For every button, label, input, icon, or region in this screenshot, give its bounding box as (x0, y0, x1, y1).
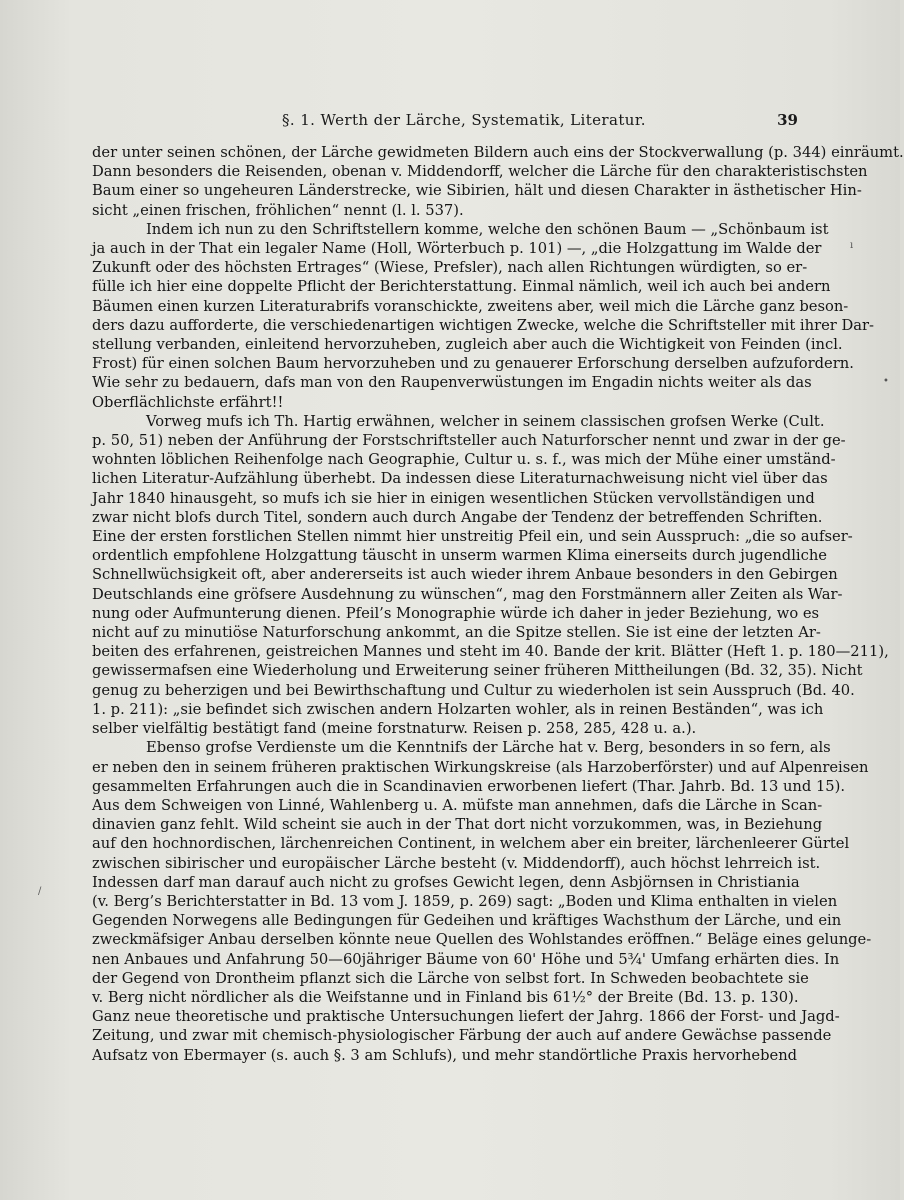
page-number: 39 (777, 111, 798, 129)
text-line: Dann besonders die Reisenden, obenan v. Middendorff, welcher die Lärche für den charakteristischsten (92, 163, 868, 181)
text-line: dinavien ganz fehlt. Wild scheint sie auch in der That dort nicht vorzukommen, was, in Beziehung (92, 816, 823, 834)
text-line: genug zu beherzigen und bei Bewirthschaftung und Cultur zu wiederholen ist sein Ausspruch (Bd. 40. (92, 681, 855, 699)
text-line: Baum einer so ungeheuren Länderstrecke, wie Sibirien, hält und diesen Charakter in ästhetischer Hin- (92, 182, 862, 200)
text-line: Aufsatz von Ebermayer (s. auch §. 3 am Schlufs), und mehr standörtliche Praxis hervorhebend (92, 1046, 798, 1064)
text-line: Aus dem Schweigen von Linné, Wahlenberg u. A. müfste man annehmen, dafs die Lärche in Scan- (92, 796, 823, 814)
margin-mark: • (883, 376, 889, 387)
running-header (92, 111, 798, 133)
text-line: Schnellwüchsigkeit oft, aber andererseits ist auch wieder ihrem Anbaue besonders in den Gebirgen (92, 566, 838, 584)
text-line: zwischen sibirischer und europäischer Lärche besteht (v. Middendorff), auch höchst lehrreich ist. (92, 854, 821, 872)
text-line: auf den hochnordischen, lärchenreichen Continent, in welchem aber ein breiter, lärchenleerer Gürtel (92, 835, 850, 853)
text-line: Jahr 1840 hinausgeht, so mufs ich sie hier in einigen wesentlichen Stücken vervollständigen und (92, 489, 815, 507)
text-line: zwar nicht blofs durch Titel, sondern auch durch Angabe der Tendenz der betreffenden Schriften. (92, 508, 823, 526)
text-line: Frost) für einen solchen Baum hervorzuheben und zu genauerer Erforschung derselben aufzufordern. (92, 355, 854, 373)
text-line: Gegenden Norwegens alle Bedingungen für Gedeihen und kräftiges Wachsthum der Lärche, und ein (92, 912, 842, 930)
section-title: §. 1. Werth der Lärche, Systematik, Literatur. (282, 111, 646, 129)
text-line: 1. p. 211): „sie befindet sich zwischen andern Holzarten wohler, als in reinen Beständen“, was ich (92, 700, 824, 718)
text-line: Oberflächlichste erfährt!! (92, 393, 284, 411)
text-line: Eine der ersten forstlichen Stellen nimmt hier unstreitig Pfeil ein, und sein Ausspruch: „die so aufser- (92, 528, 853, 546)
text-line: Zukunft oder des höchsten Ertrages“ (Wiese, Prefsler), nach allen Richtungen würdigten, so er- (92, 259, 808, 277)
text-line: er neben den in seinem früheren praktischen Wirkungskreise (als Harzoberförster) und auf Alpenreisen (92, 758, 869, 776)
text-line: beiten des erfahrenen, geistreichen Mannes und steht im 40. Bande der krit. Blätter (Heft 1. p. 180—211), (92, 643, 889, 661)
text-line: Deutschlands eine gröfsere Ausdehnung zu wünschen“, mag den Forstmännern aller Zeiten als War- (92, 585, 843, 603)
text-line: sicht „einen frischen, fröhlichen“ nennt (l. l. 537). (92, 201, 464, 219)
text-line: Vorweg mufs ich Th. Hartig erwähnen, welcher in seinem classischen grofsen Werke (Cult. (146, 412, 825, 430)
text-line: Indem ich nun zu den Schriftstellern komme, welche den schönen Baum — „Schönbaum ist (146, 220, 829, 238)
text-line: selber vielfältig bestätigt fand (meine forstnaturw. Reisen p. 258, 285, 428 u. a.). (92, 720, 697, 738)
text-line: Ganz neue theoretische und praktische Untersuchungen liefert der Jahrg. 1866 der Forst- und Jagd- (92, 1008, 840, 1026)
text-line: lichen Literatur-Aufzählung überhebt. Da indessen diese Literaturnachweisung nicht viel über das (92, 470, 828, 488)
text-line: zweckmäfsiger Anbau derselben könnte neue Quellen des Wohlstandes eröffnen.“ Beläge eines gelunge- (92, 931, 872, 949)
text-line: gewissermafsen eine Wiederholung und Erweiterung seiner früheren Mittheilungen (Bd. 32, 35). Nicht (92, 662, 863, 680)
text-line: nung oder Aufmunterung dienen. Pfeil’s Monographie würde ich daher in jeder Beziehung, wo es (92, 604, 820, 622)
text-line: ders dazu aufforderte, die verschiedenartigen wichtigen Zwecke, welche die Schriftsteller mit ihrer Dar- (92, 316, 874, 334)
text-line: v. Berg nicht nördlicher als die Weifstanne und in Finland bis 61½° der Breite (Bd. 13. p. 130). (92, 988, 799, 1006)
text-line: Bäumen einen kurzen Literaturabrifs voranschickte, zweitens aber, weil mich die Lärche ganz beson- (92, 297, 849, 315)
text-line: Zeitung, und zwar mit chemisch-physiologischer Färbung der auch auf andere Gewächse passende (92, 1027, 832, 1045)
text-line: der unter seinen schönen, der Lärche gewidmeten Bildern auch eins der Stockverwallung (p. 344) einräumt. (92, 144, 904, 161)
text-line: ordentlich empfohlene Holzgattung täuscht in unserm warmen Klima einerseits durch jugendliche (92, 547, 827, 565)
body-text (92, 143, 904, 1065)
text-line: gesammelten Erfahrungen auch die in Scandinavien erworbenen liefert (Thar. Jahrb. Bd. 13 und 15). (92, 777, 846, 795)
text-line: (v. Berg’s Berichterstatter in Bd. 13 vom J. 1859, p. 269) sagt: „Boden und Klima enthalten in vielen (92, 892, 838, 910)
text-line: ja auch in der That ein legaler Name (Holl, Wörterbuch p. 101) —, „die Holzgattung im Walde der (92, 240, 822, 258)
text-line: Wie sehr zu bedauern, dafs man von den Raupenverwüstungen im Engadin nichts weiter als das (92, 374, 812, 392)
margin-mark: / (38, 886, 42, 897)
text-line: nicht auf zu minutiöse Naturforschung ankommt, an die Spitze stellen. Sie ist eine der letzten Ar- (92, 624, 821, 642)
text-line: Ebenso grofse Verdienste um die Kenntnifs der Lärche hat v. Berg, besonders in so fern, als (146, 739, 831, 757)
text-line: p. 50, 51) neben der Anführung der Forstschriftsteller auch Naturforscher nennt und zwar in der ge- (92, 432, 846, 450)
text-line: stellung verbanden, einleitend hervorzuheben, zugleich aber auch die Wichtigkeit von Feinden (incl. (92, 336, 843, 354)
text-line: fülle ich hier eine doppelte Pflicht der Berichterstattung. Einmal nämlich, weil ich auch bei andern (92, 278, 831, 296)
margin-mark: ı (850, 240, 854, 251)
text-line: der Gegend von Drontheim pflanzt sich die Lärche von selbst fort. In Schweden beobachtete sie (92, 969, 809, 987)
text-line: wohnten löblichen Reihenfolge nach Geographie, Cultur u. s. f., was mich der Mühe einer umständ- (92, 451, 836, 469)
text-line: nen Anbaues und Anfahrung 50—60jähriger Bäume von 60' Höhe und 5¾' Umfang erhärten dies. In (92, 950, 840, 968)
text-line: Indessen darf man darauf auch nicht zu grofses Gewicht legen, denn Asbjörnsen in Christiania (92, 873, 800, 891)
